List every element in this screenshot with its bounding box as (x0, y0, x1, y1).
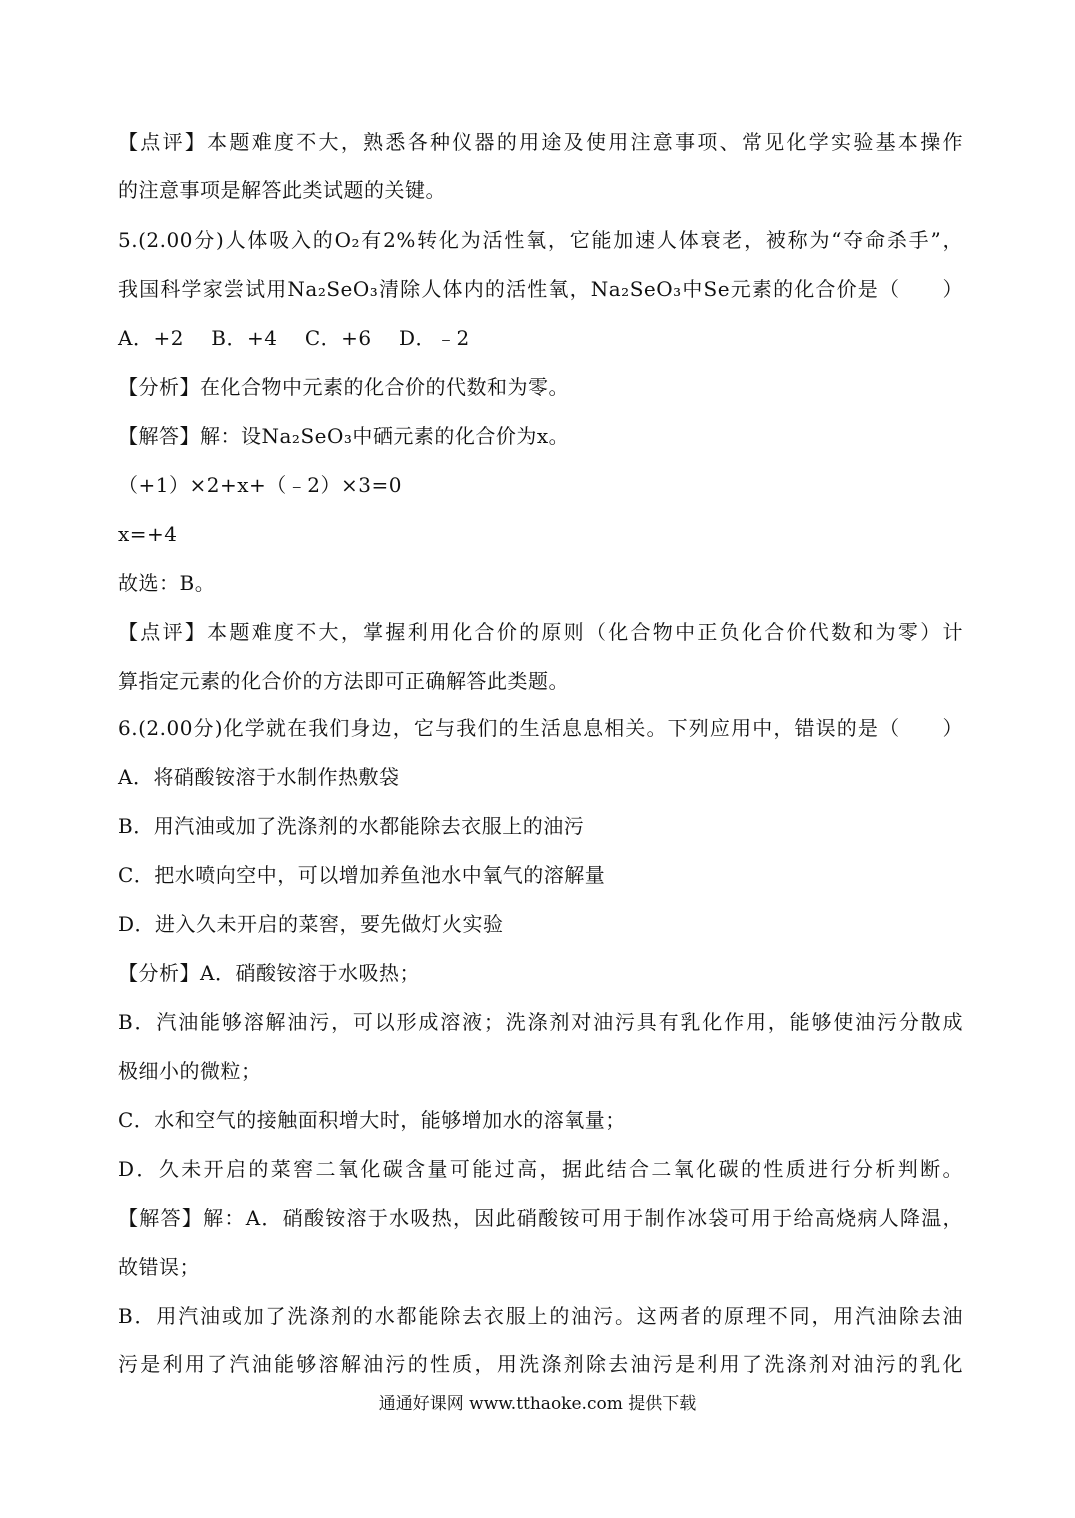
review-5-line-1: 【点评】本题难度不大，掌握利用化合价的原则（化合物中正负化合价代数和为零）计 (118, 620, 963, 644)
question-6-option-a: A．将硝酸铵溶于水制作热敷袋 (118, 765, 400, 789)
question-5-line-2: 我国科学家尝试用Na₂SeO₃清除人体内的活性氧，Na₂SeO₃中Se元素的化合价是（ ） (118, 277, 963, 301)
question-6-analysis-a: 【分析】A．硝酸铵溶于水吸热； (118, 961, 420, 985)
question-5-equation-1: （+1）×2+x+（﹣2）×3=0 (118, 473, 402, 497)
question-5-answer: 【解答】解：设Na₂SeO₃中硒元素的化合价为x。 (118, 424, 570, 448)
question-6-answer-a-2: 故错误； (118, 1255, 200, 1279)
question-5-choice: 故选：B。 (118, 571, 216, 595)
question-6-option-d: D．进入久未开启的菜窖，要先做灯火实验 (118, 912, 504, 936)
question-6-option-c: C．把水喷向空中，可以增加养鱼池水中氧气的溶解量 (118, 863, 606, 887)
question-6-answer-a-1: 【解答】解：A．硝酸铵溶于水吸热，因此硝酸铵可用于制作冰袋可用于给高烧病人降温， (118, 1206, 963, 1230)
question-6-analysis-d: D．久未开启的菜窖二氧化碳含量可能过高，据此结合二氧化碳的性质进行分析判断。 (118, 1157, 963, 1181)
question-5-analysis: 【分析】在化合物中元素的化合价的代数和为零。 (118, 375, 569, 399)
question-5-options: A．+2 B．+4 C．+6 D．﹣2 (118, 326, 470, 350)
question-6-answer-b-2: 污是利用了汽油能够溶解油污的性质，用洗涤剂除去油污是利用了洗涤剂对油污的乳化 (118, 1352, 963, 1376)
question-6-analysis-b-1: B．汽油能够溶解油污，可以形成溶液；洗涤剂对油污具有乳化作用，能够使油污分散成 (118, 1010, 963, 1034)
review-5-line-2: 算指定元素的化合价的方法即可正确解答此类题。 (118, 669, 569, 693)
page-footer: 通通好课网 www.tthaoke.com 提供下载 (378, 1394, 697, 1414)
question-6-option-b: B．用汽油或加了洗涤剂的水都能除去衣服上的油污 (118, 814, 585, 838)
review-4-line-1: 【点评】本题难度不大，熟悉各种仪器的用途及使用注意事项、常见化学实验基本操作 (118, 130, 963, 154)
question-6-analysis-b-2: 极细小的微粒； (118, 1059, 262, 1083)
question-6-analysis-c: C．水和空气的接触面积增大时，能够增加水的溶氧量； (118, 1108, 626, 1132)
question-5-equation-2: x=+4 (118, 522, 178, 546)
question-6-answer-b-1: B．用汽油或加了洗涤剂的水都能除去衣服上的油污。这两者的原理不同，用汽油除去油 (118, 1304, 963, 1328)
question-5-line-1: 5.(2.00分)人体吸入的O₂有2%转化为活性氧，它能加速人体衰老，被称为“夺命杀手”， (118, 228, 963, 252)
review-4-line-2: 的注意事项是解答此类试题的关键。 (118, 178, 446, 202)
question-6-stem: 6.(2.00分)化学就在我们身边，它与我们的生活息息相关。下列应用中，错误的是（ ） (118, 716, 963, 740)
